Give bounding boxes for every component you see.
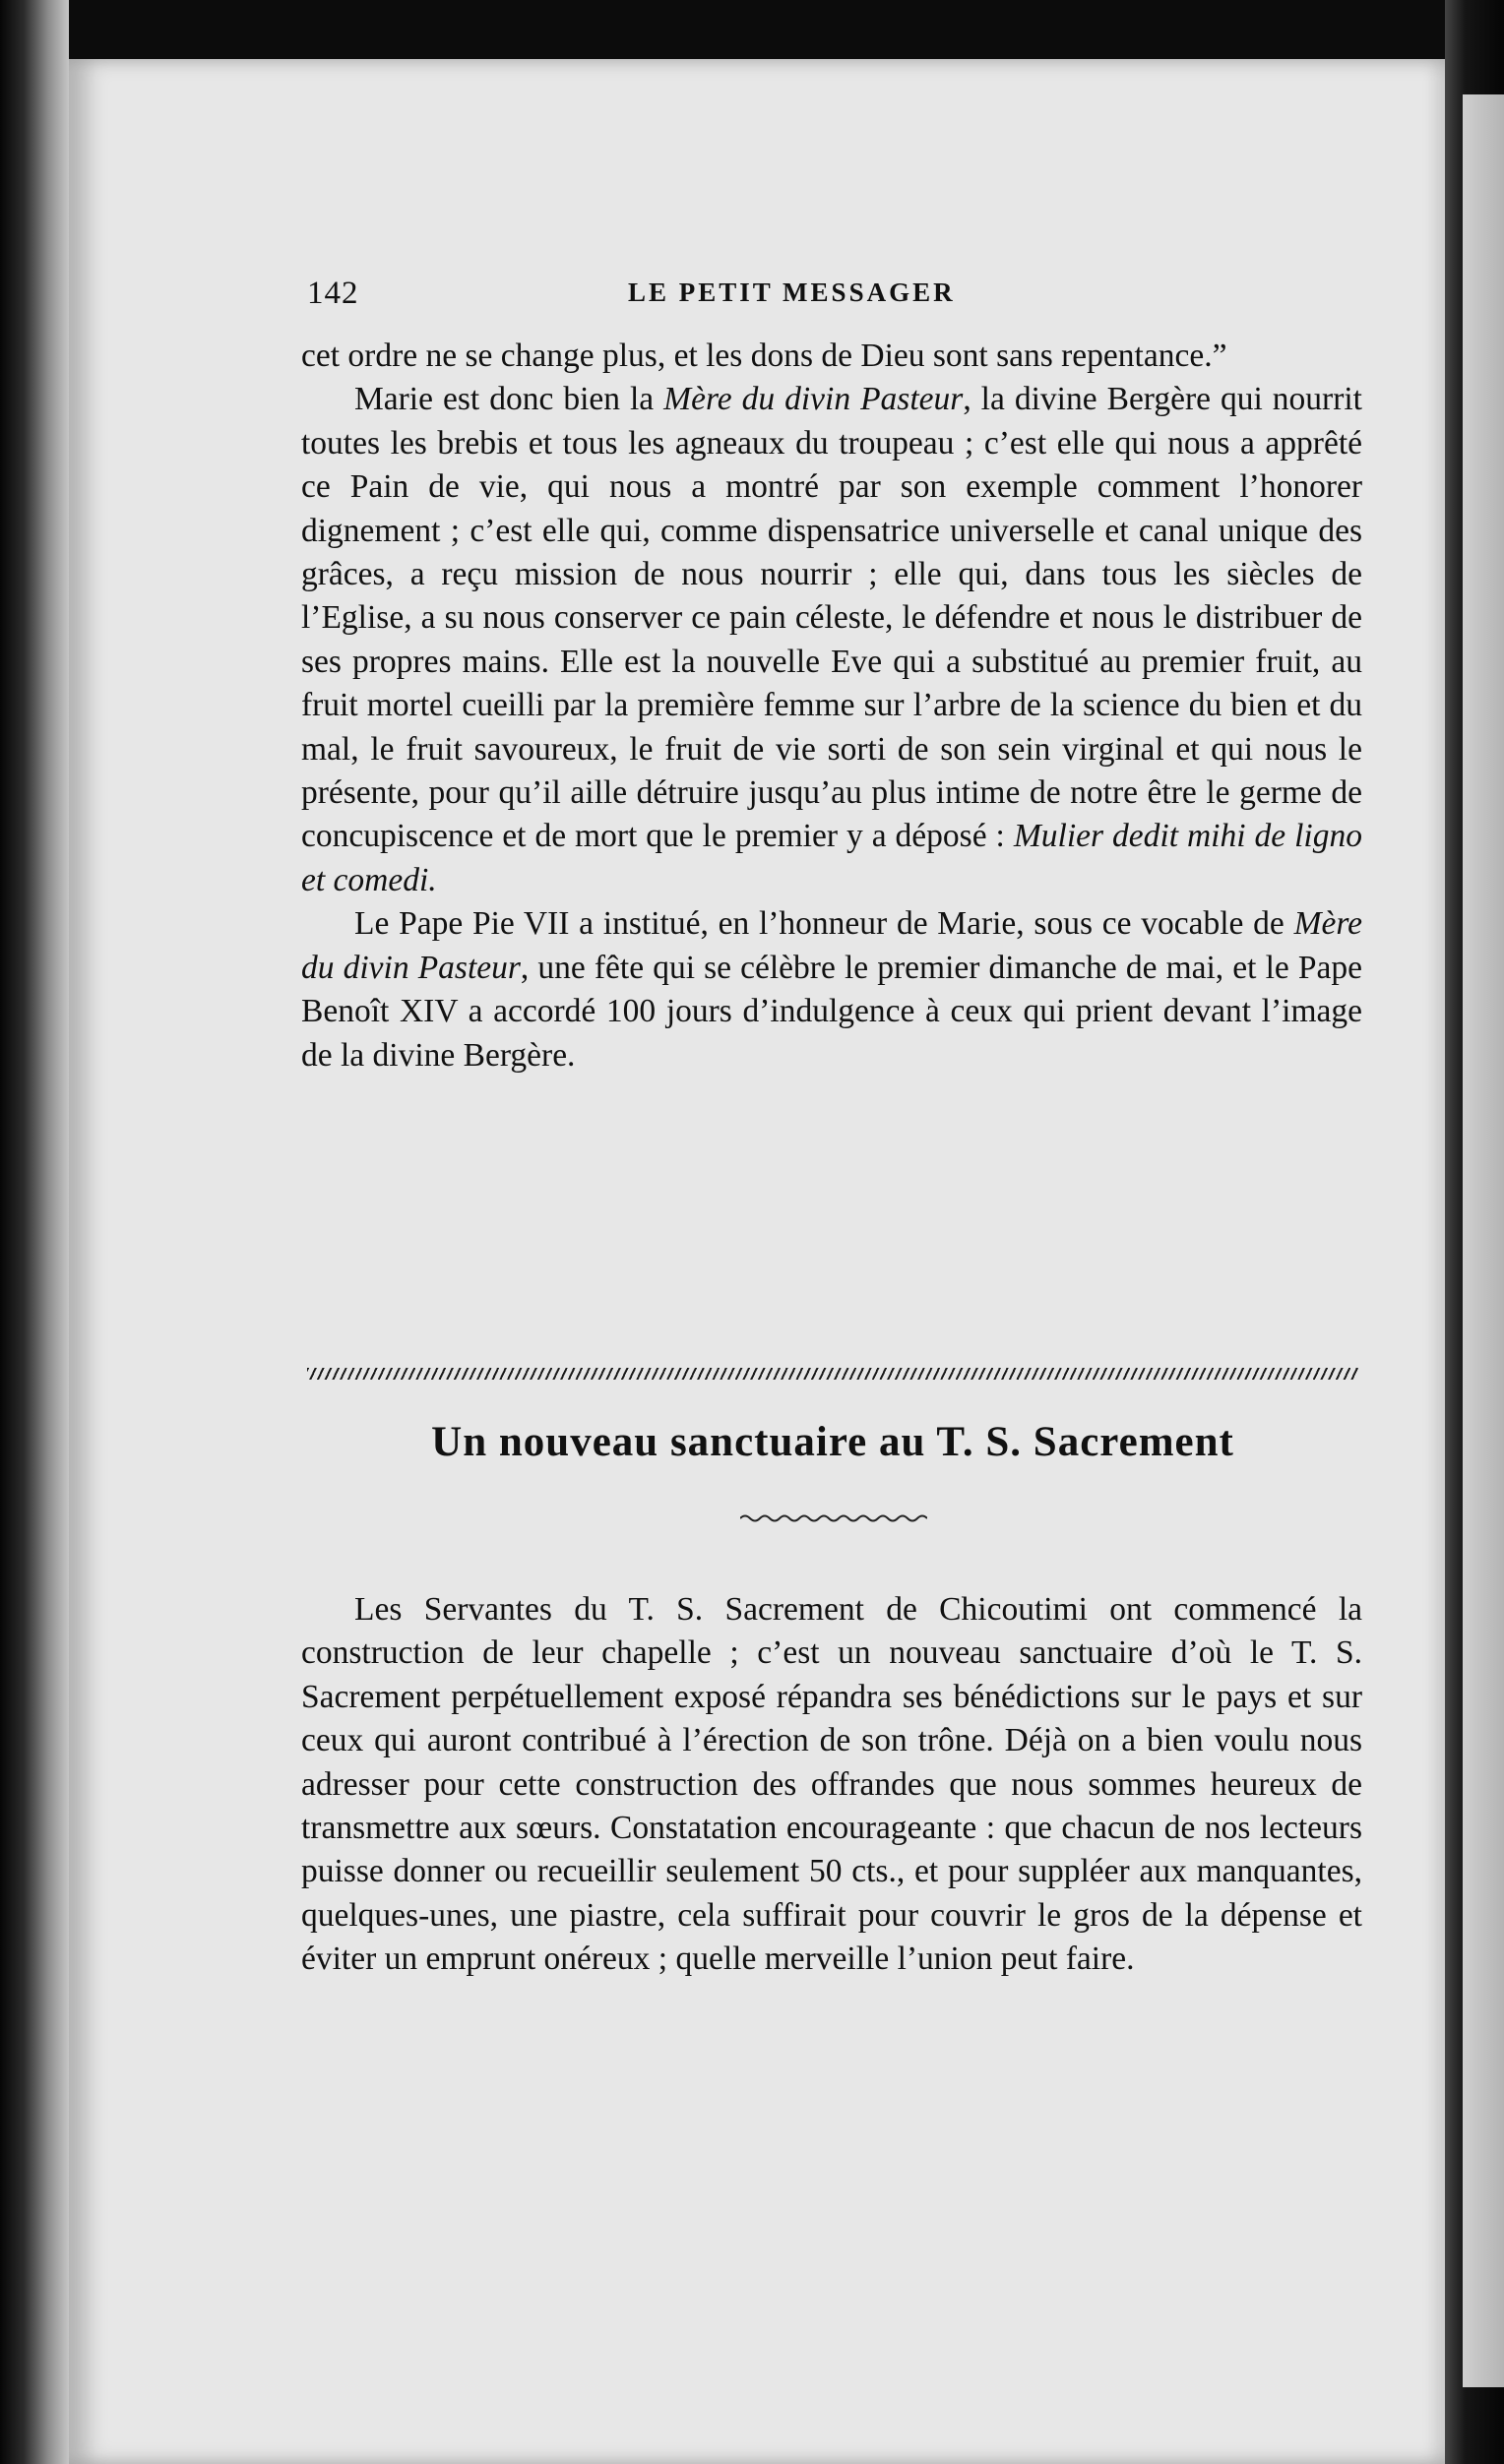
paragraph	[301, 902, 1362, 1078]
paragraph	[301, 335, 1362, 378]
text-run: cet ordre ne se change plus, et les dons de Dieu sont sans repentance.”	[301, 338, 1227, 374]
scan-left-edge	[0, 0, 69, 2464]
text-run: , une fête qui se célèbre le premier dimanche de mai, et le Pape Benoît XIV a accordé 100 jours d’indulgence à ceux qui prient devant l’image de la divine Bergère.	[301, 949, 1362, 1074]
text-run: Les Servantes du T. S. Sacrement de Chicoutimi ont commencé la construction de leur chapelle ; c’est un nouveau sanctuaire d’où le T. S. Sacrement perpétuellement exposé répandra ses bénédictions sur le pays et sur ceux qui auront contribué à l’érection de son trône. Déjà on a bien voulu nous adresser pour cette construction des offrandes que nous sommes heureux de transmettre aux sœurs. Constatation encourageante : que chacun de nos lecteurs puisse donner ou recueillir seulement 50 cts., et pour suppléer aux manquantes, quelques-unes, une piastre, cela suffirait pour couvrir le gros de la dépense et éviter un emprunt onéreux ; quelle merveille l’union peut faire.	[301, 1591, 1362, 1978]
text-run: Marie est donc bien la	[354, 381, 664, 418]
page-header	[307, 276, 1358, 315]
page-number: 142	[307, 276, 359, 311]
italic-text: Mulier dedit mihi de ligno et comedi.	[301, 818, 1362, 898]
section-divider	[307, 1368, 1358, 1380]
italic-text: Mère du divin Pasteur	[663, 381, 964, 418]
paragraph	[301, 1588, 1362, 1982]
text-run: , la divine Bergère qui nourrit toutes les brebis et tous les agneaux du troupeau ; c’est elle qui nous a apprêté ce Pain de vie, qui nous a montré par son exemple comment l’honorer dignement ; c’est elle qui, comme dispensatrice universelle et canal unique des grâces, a reçu mission de nous nourrir ; elle qui, dans tous les siècles de l’Eglise, a su nous conserver ce pain céleste, le défendre et nous le distribuer de ses propres mains. Elle est la nouvelle Eve qui a substitué au premier fruit, au fruit mortel cueilli par la première femme sur l’arbre de la science du bien et du mal, le fruit savoureux, le fruit de vie sorti de son sein virginal et qui nous le présente, pour qu’il aille détruire jusqu’au plus intime de notre être le germe de concupiscence et de mort que le premier y a déposé :	[301, 381, 1362, 855]
article-continuation	[301, 335, 1362, 1078]
paragraph	[301, 378, 1362, 902]
article-body	[301, 1588, 1362, 1982]
scan-top-edge	[69, 0, 1445, 59]
italic-text: Mère du divin Pasteur	[301, 905, 1362, 986]
text-run: Le Pape Pie VII a institué, en l’honneur de Marie, sous ce vocable de	[354, 905, 1294, 943]
running-head: LE PETIT MESSAGER	[628, 277, 956, 307]
title-ornament	[740, 1513, 927, 1523]
section-title: Un nouveau sanctuaire au T. S. Sacrement	[431, 1419, 1234, 1465]
next-page-edge	[1463, 94, 1504, 2387]
